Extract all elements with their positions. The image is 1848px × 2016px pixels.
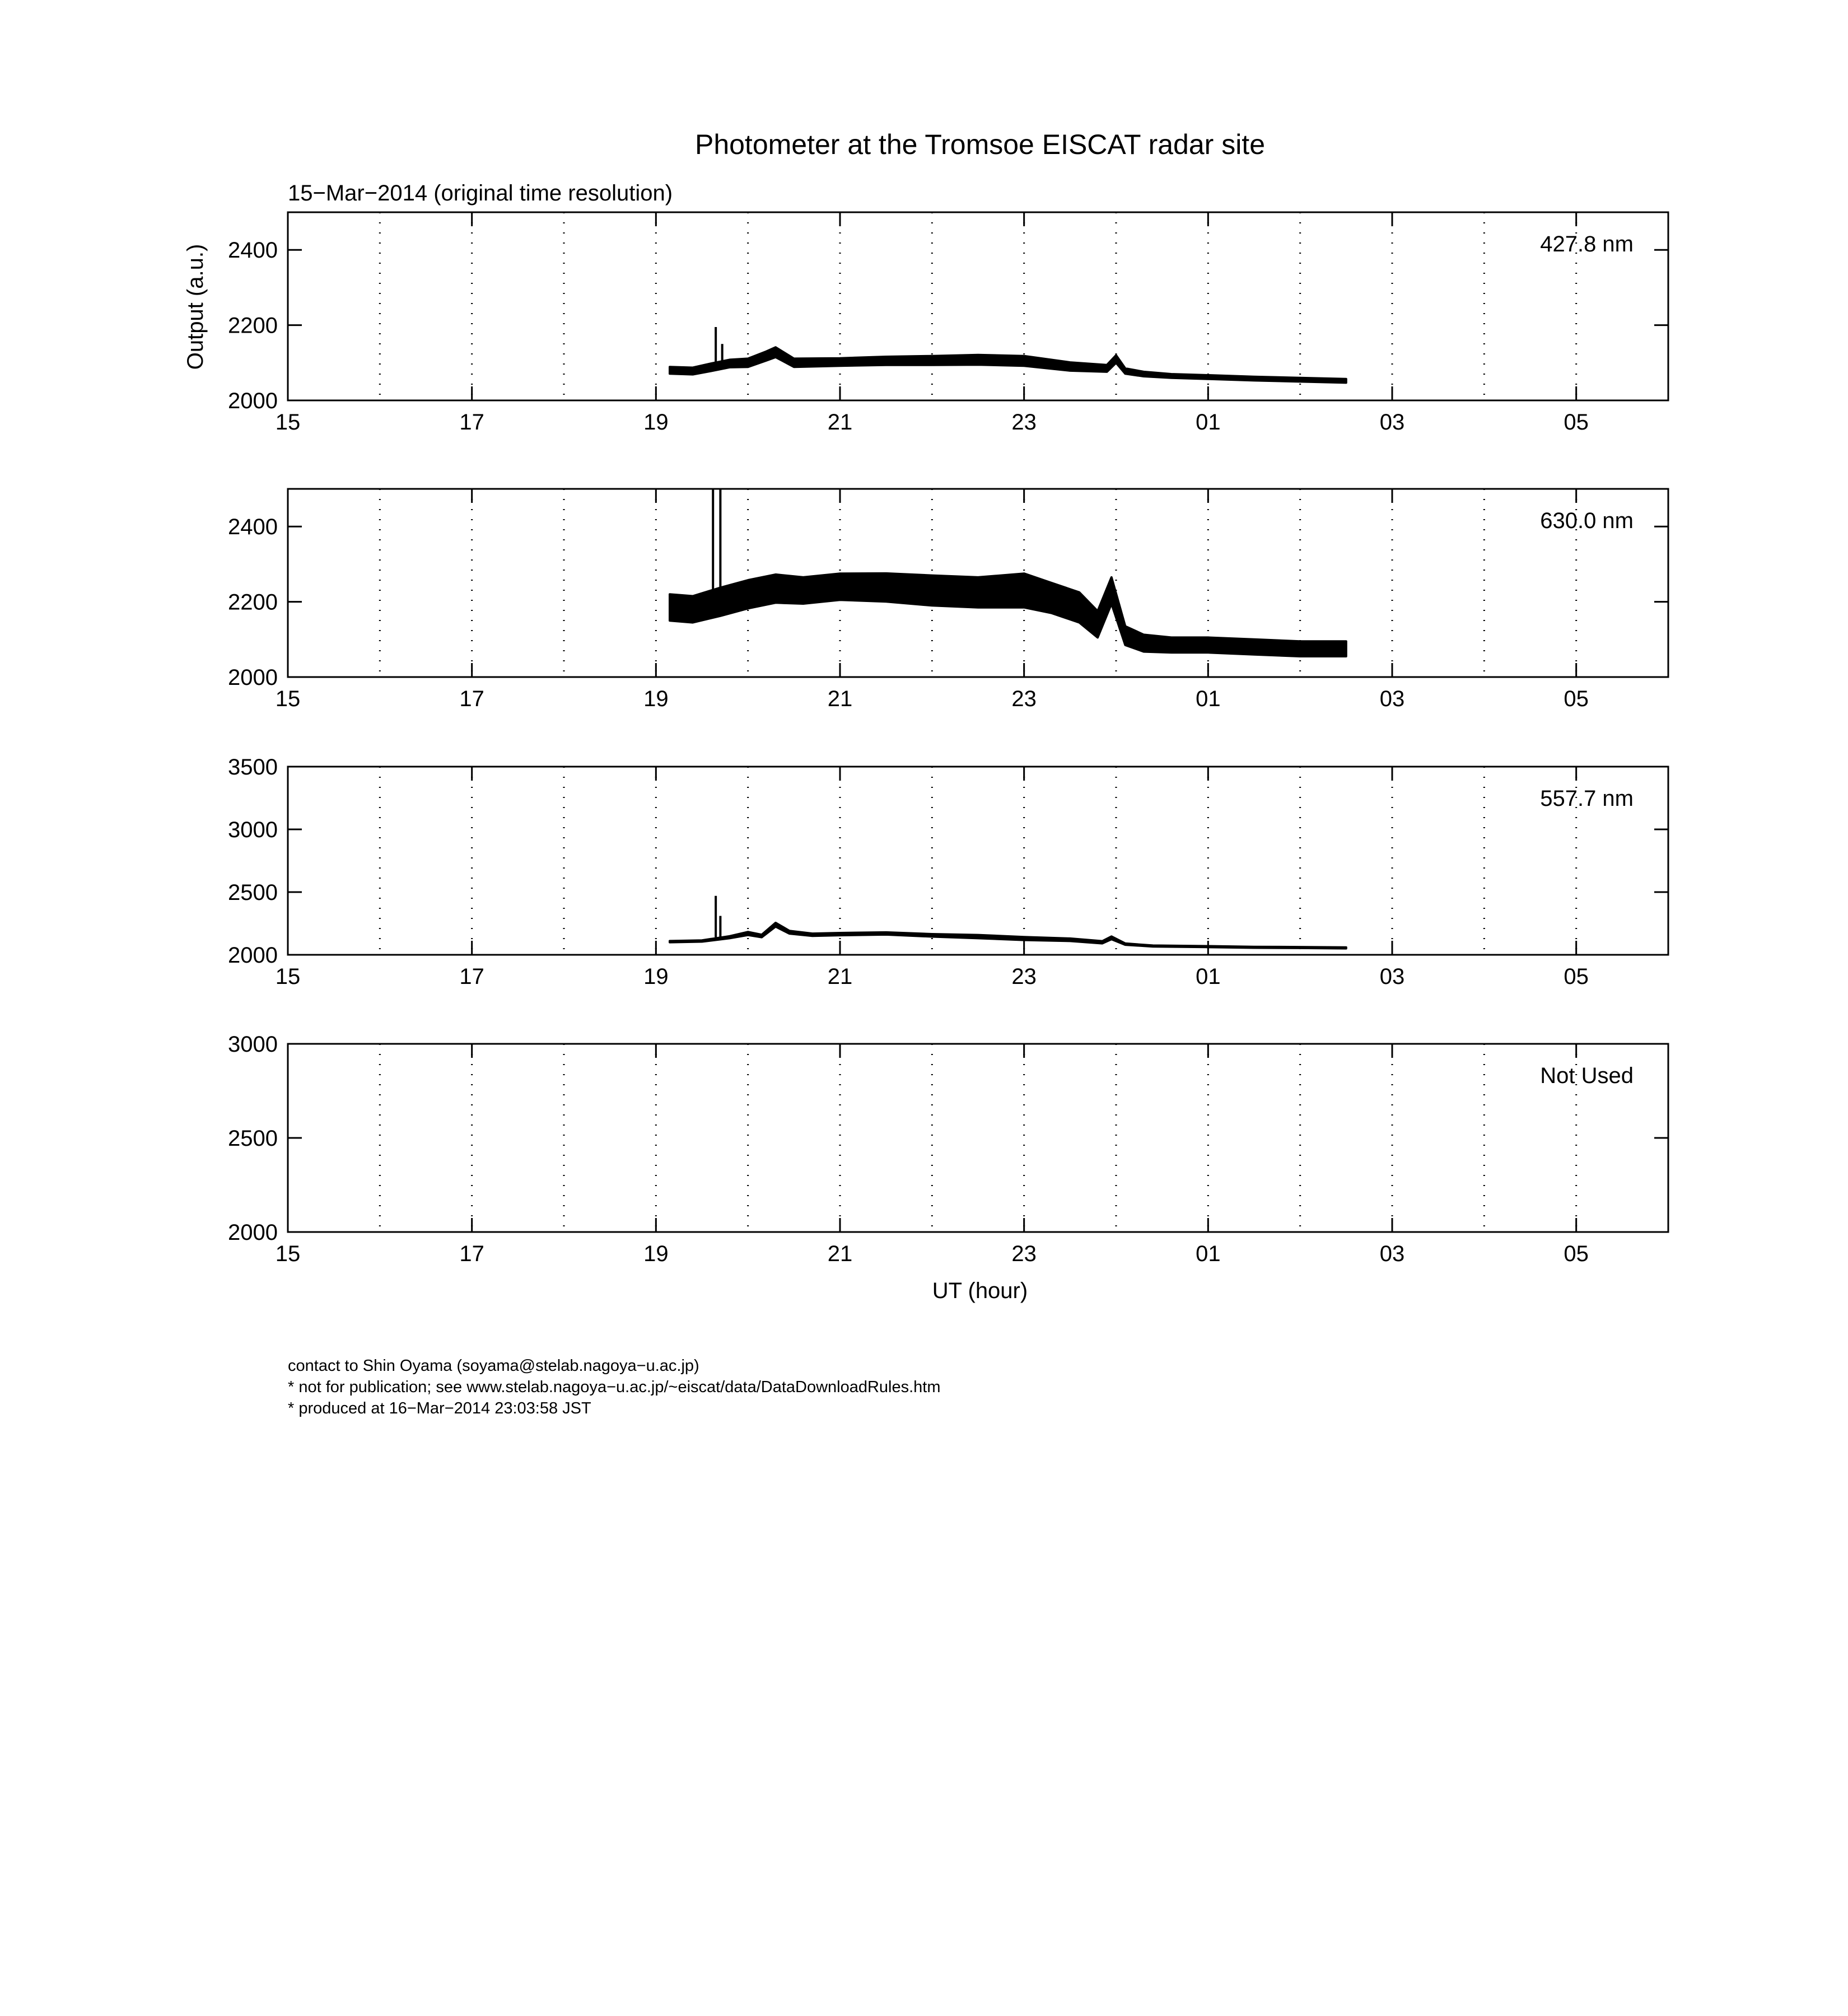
x-tick-label: 19 xyxy=(643,410,669,435)
channel-label: Not Used xyxy=(1540,1063,1634,1088)
x-tick-label: 21 xyxy=(827,964,853,989)
axes-frame xyxy=(288,767,1668,955)
x-tick-label: 21 xyxy=(827,687,853,711)
x-tick-label: 15 xyxy=(275,410,301,435)
y-tick-label: 2200 xyxy=(228,313,278,338)
panel-2 xyxy=(228,489,1668,711)
x-tick-label: 05 xyxy=(1564,1242,1589,1266)
footer-usage-note: * not for publication; see www.stelab.nagoya−u.ac.jp/~eiscat/data/DataDownloadRules.htm xyxy=(288,1378,941,1396)
footer-produced-at: * produced at 16−Mar−2014 23:03:58 JST xyxy=(288,1399,591,1417)
x-axis-label: UT (hour) xyxy=(932,1278,1028,1303)
y-tick-label: 2000 xyxy=(228,389,278,413)
x-tick-label: 21 xyxy=(827,1242,853,1266)
y-tick-label: 2000 xyxy=(228,943,278,968)
x-tick-label: 17 xyxy=(459,687,484,711)
x-tick-label: 01 xyxy=(1196,964,1221,989)
y-tick-label: 2500 xyxy=(228,880,278,905)
x-tick-label: 15 xyxy=(275,687,301,711)
channel-label: 557.7 nm xyxy=(1540,786,1634,811)
channel-label: 427.8 nm xyxy=(1540,232,1634,256)
y-tick-label: 2000 xyxy=(228,665,278,690)
y-axis-label: Output (a.u.) xyxy=(183,244,208,370)
y-tick-label: 2400 xyxy=(228,515,278,540)
x-tick-label: 19 xyxy=(643,687,669,711)
panel-1 xyxy=(228,212,1668,435)
x-tick-label: 23 xyxy=(1011,1242,1037,1266)
panels-group xyxy=(228,212,1668,1266)
x-tick-label: 05 xyxy=(1564,410,1589,435)
panel-3 xyxy=(228,755,1668,989)
panel-4 xyxy=(228,1032,1668,1266)
x-tick-label: 23 xyxy=(1011,410,1037,435)
x-tick-label: 23 xyxy=(1011,964,1037,989)
x-tick-label: 01 xyxy=(1196,1242,1221,1266)
axes-frame xyxy=(288,212,1668,400)
x-tick-label: 17 xyxy=(459,964,484,989)
x-tick-label: 23 xyxy=(1011,687,1037,711)
x-tick-label: 19 xyxy=(643,1242,669,1266)
y-tick-label: 3000 xyxy=(228,818,278,842)
x-tick-label: 15 xyxy=(275,964,301,989)
x-tick-label: 01 xyxy=(1196,687,1221,711)
x-tick-label: 17 xyxy=(459,410,484,435)
axes-frame xyxy=(288,1044,1668,1232)
series-band-630-0-nm xyxy=(670,573,1346,656)
x-tick-label: 01 xyxy=(1196,410,1221,435)
y-tick-label: 2500 xyxy=(228,1126,278,1151)
x-tick-label: 03 xyxy=(1379,1242,1405,1266)
x-tick-label: 17 xyxy=(459,1242,484,1266)
y-tick-label: 2400 xyxy=(228,238,278,263)
y-tick-label: 2200 xyxy=(228,590,278,615)
y-tick-label: 3000 xyxy=(228,1032,278,1057)
x-tick-label: 05 xyxy=(1564,964,1589,989)
x-tick-label: 21 xyxy=(827,410,853,435)
y-tick-label: 3500 xyxy=(228,755,278,780)
x-tick-label: 03 xyxy=(1379,410,1405,435)
x-tick-label: 05 xyxy=(1564,687,1589,711)
x-tick-label: 03 xyxy=(1379,687,1405,711)
channel-label: 630.0 nm xyxy=(1540,508,1634,533)
figure-title: Photometer at the Tromsoe EISCAT radar site xyxy=(694,129,1266,160)
footer-contact: contact to Shin Oyama (soyama@stelab.nagoya−u.ac.jp) xyxy=(288,1357,699,1375)
x-tick-label: 15 xyxy=(275,1242,301,1266)
figure-subtitle: 15−Mar−2014 (original time resolution) xyxy=(288,181,673,206)
x-tick-label: 03 xyxy=(1379,964,1405,989)
y-tick-label: 2000 xyxy=(228,1220,278,1245)
x-tick-label: 19 xyxy=(643,964,669,989)
